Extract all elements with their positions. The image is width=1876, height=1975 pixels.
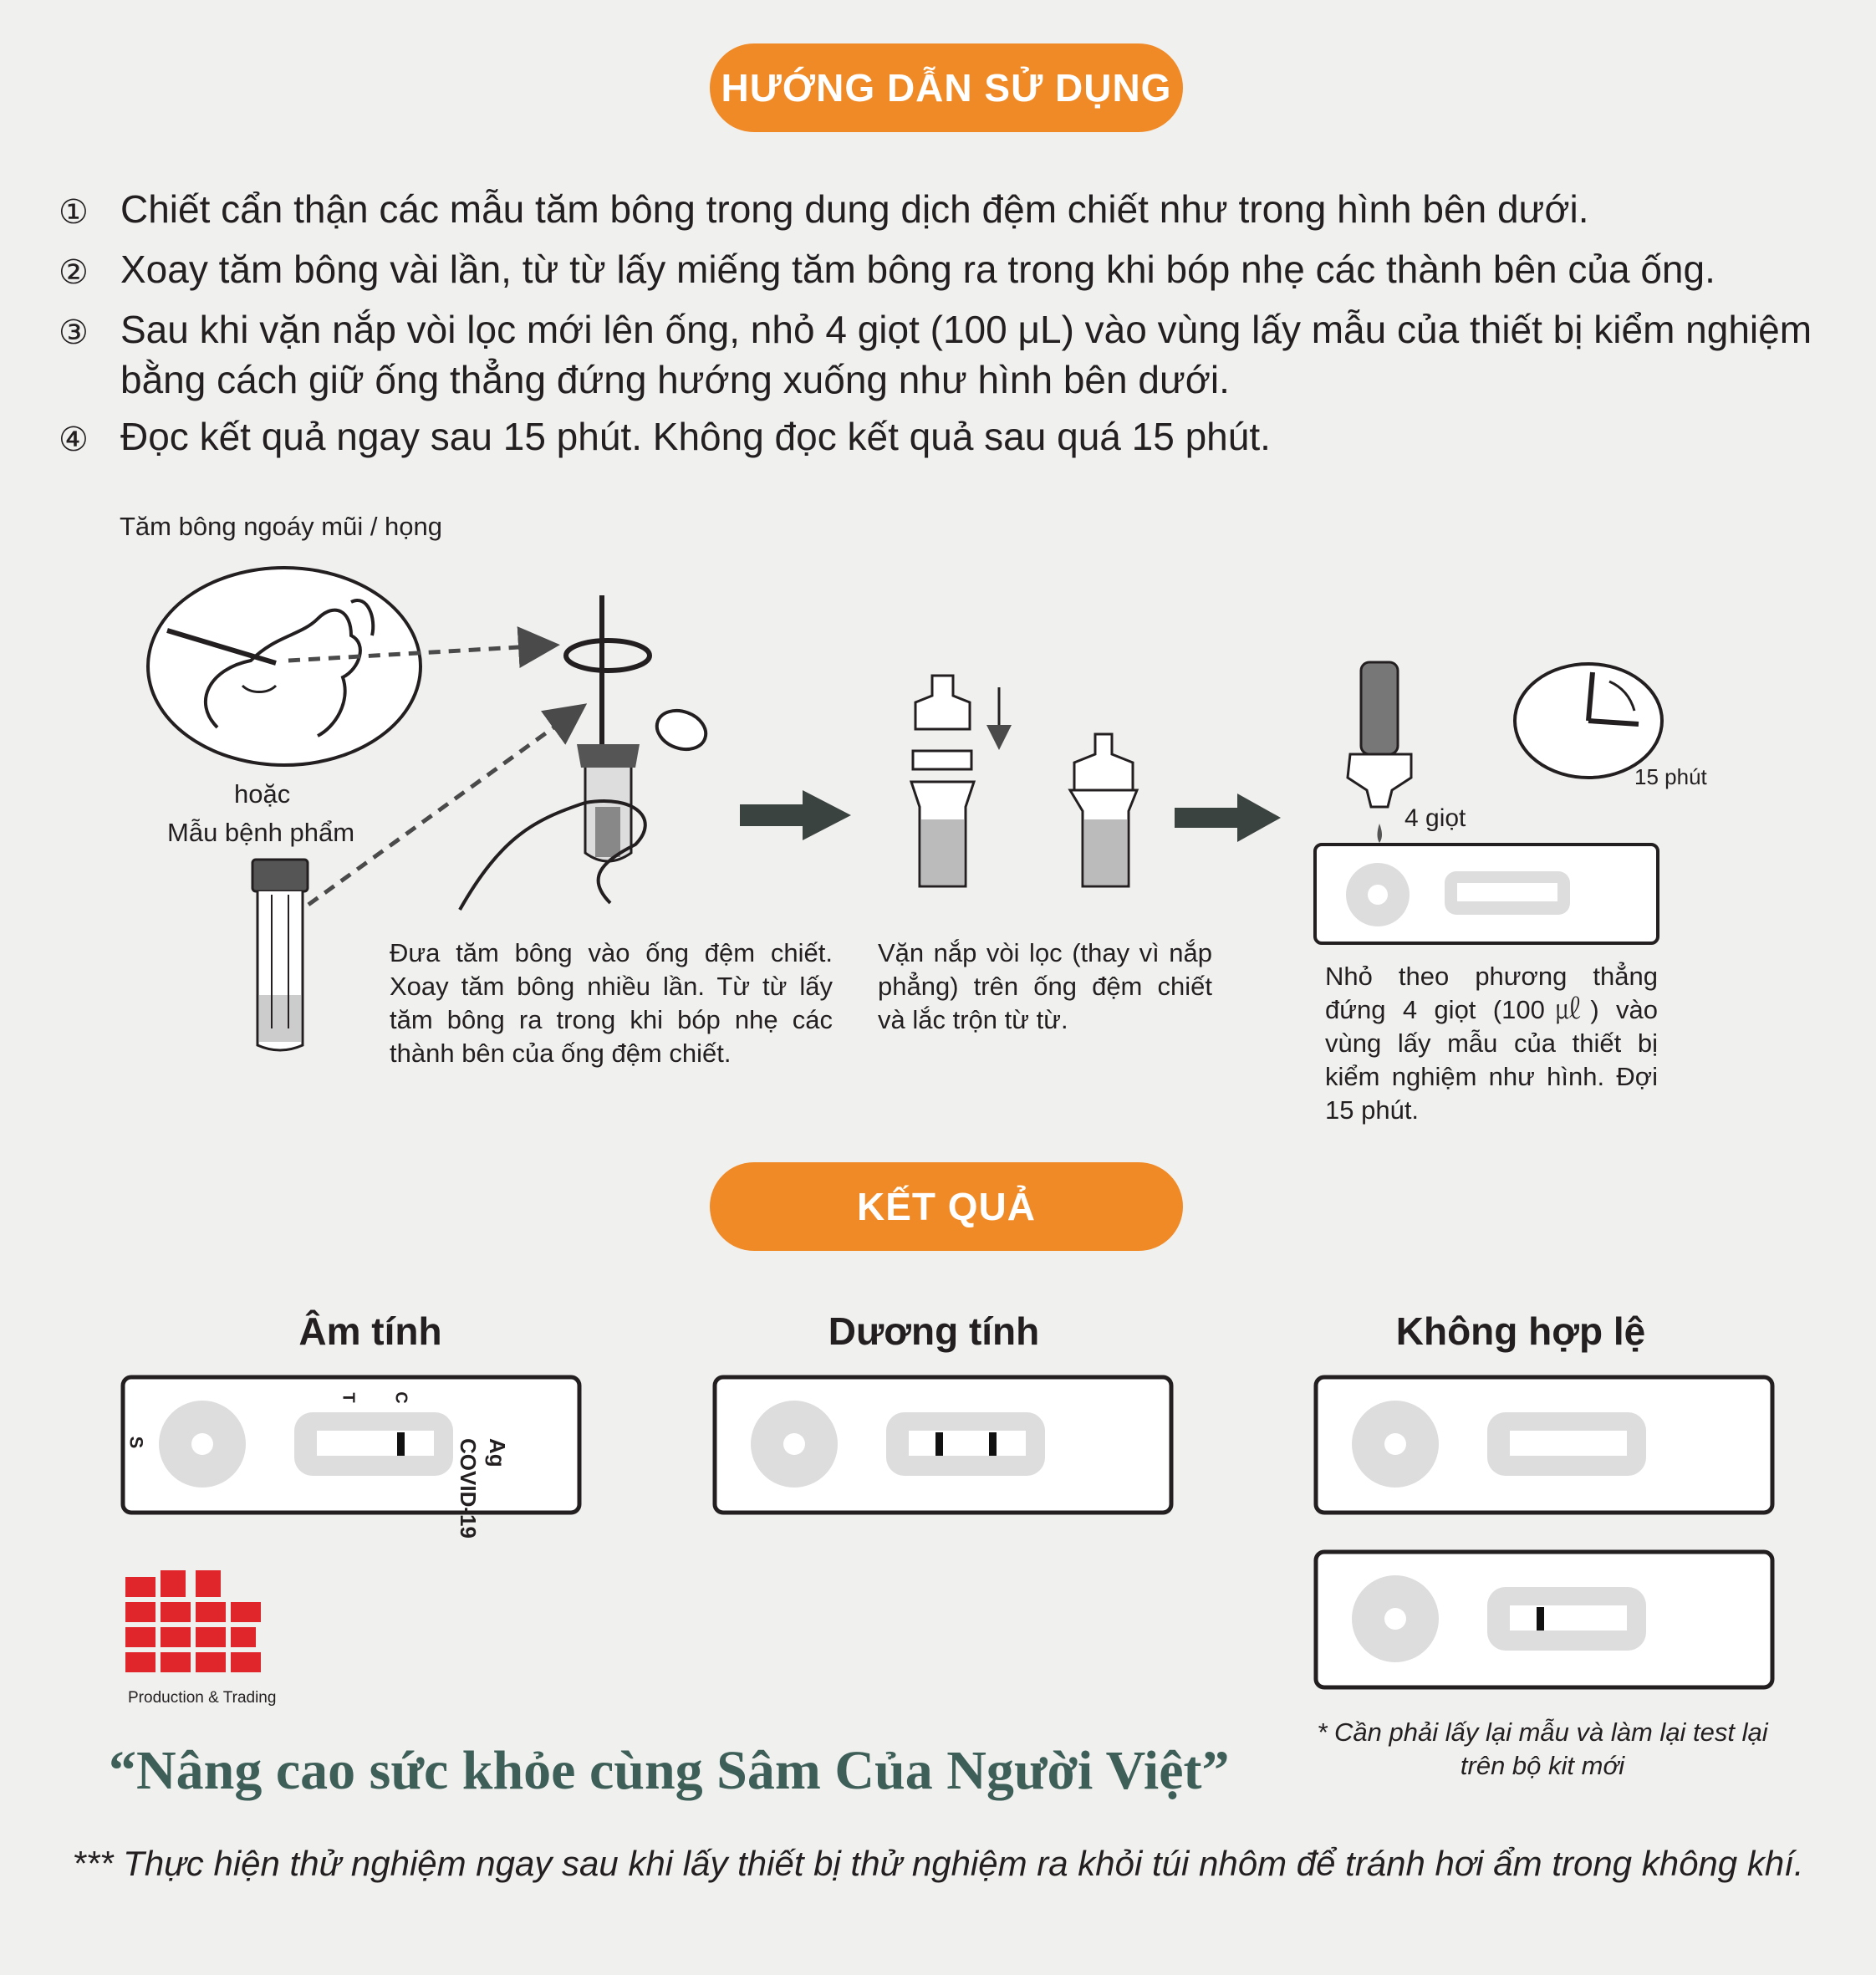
cassette-name: COVID-19	[456, 1438, 481, 1539]
caption-nozzle-cap: Vặn nắp vòi lọc (thay vì nắp phẳng) trên ống đệm chiết và lắc trộn từ từ.	[878, 938, 1212, 1034]
step-item	[59, 411, 1856, 465]
invalid-note: * Cần phải lấy lại mẫu và làm lại test lại trên bộ kit mới	[1317, 1717, 1768, 1780]
dropper-icon	[1348, 662, 1411, 843]
timer-label: 15 phút	[1634, 764, 1707, 789]
nozzle-tube-icon	[911, 676, 1137, 886]
invalid-cassette-no-lines	[1316, 1377, 1772, 1513]
positive-cassette	[715, 1377, 1171, 1513]
logo-tagline: Production & Trading	[128, 1689, 277, 1707]
step-item	[59, 304, 1856, 405]
drops-label: 4 giọt	[1404, 804, 1466, 832]
caption-add-drops: Nhỏ theo phương thẳng đứng 4 giọt (100㎕) vào vùng lấy mẫu của thiết bị kiểm nghiệm như hình. Đợi 15 phút.	[1325, 962, 1658, 1125]
step-number: ③	[59, 314, 89, 352]
arrow-right-icon	[1175, 794, 1281, 842]
step-item	[59, 184, 1856, 237]
sample-well-label: S	[125, 1436, 147, 1449]
arrow-right-icon	[740, 790, 851, 840]
caption-insert-swab: Đưa tăm bông vào ống đệm chiết. Xoay tăm bông nhiều lần. Từ từ lấy tăm bông ra trong khi bóp nhẹ các thành bên của ống đệm chiết.	[390, 938, 833, 1068]
step-text: Xoay tăm bông vài lần, từ từ lấy miếng tăm bông ra trong khi bóp nhẹ các thành bên của ống.	[120, 248, 1715, 291]
specimen-label: Mẫu bệnh phẩm	[167, 818, 355, 847]
brand-slogan: “Nâng cao sức khỏe cùng Sâm Của Người Việt”	[109, 1740, 1230, 1801]
control-line-label: C	[391, 1391, 410, 1404]
step-number: ④	[59, 421, 89, 459]
extraction-tube-icon	[460, 595, 711, 910]
specimen-tube-icon	[252, 860, 308, 1050]
instructions-title: HƯỚNG DẪN SỬ DỤNG	[710, 43, 1183, 132]
invalid-title: Không hợp lệ	[1395, 1309, 1646, 1353]
step-item	[59, 244, 1856, 298]
test-cassette-icon	[1315, 845, 1658, 943]
result-cassettes	[0, 1363, 1876, 1697]
step-text: Sau khi vặn nắp vòi lọc mới lên ống, nhỏ 4 giọt (100 μL) vào vùng lấy mẫu của thiết bị kiểm nghiệm bằng cách giữ ống thẳng đứng hướng xuống như hình bên dưới.	[120, 308, 1812, 401]
step-text: Chiết cẩn thận các mẫu tăm bông trong dung dịch đệm chiết như trong hình bên dưới.	[120, 187, 1589, 231]
step-number: ②	[59, 253, 89, 292]
cassette-name-ag: Ag	[485, 1438, 510, 1467]
swab-label: Tăm bông ngoáy mũi / họng	[120, 512, 443, 541]
clock-icon	[1515, 664, 1662, 778]
step-text: Đọc kết quả ngay sau 15 phút. Không đọc kết quả sau quá 15 phút.	[120, 415, 1271, 458]
invalid-cassette-t-only	[1316, 1552, 1772, 1687]
steps-list	[59, 184, 1856, 472]
test-line-label: T	[339, 1392, 358, 1403]
negative-title: Âm tính	[298, 1309, 442, 1353]
footer-note: *** Thực hiện thử nghiệm ngay sau khi lấy thiết bị thử nghiệm ra khỏi túi nhôm để tránh hơi ẩm trong không khí.	[72, 1844, 1804, 1883]
step-number: ①	[59, 193, 89, 232]
or-label: hoặc	[234, 779, 291, 809]
results-title: KẾT QUẢ	[710, 1162, 1183, 1251]
head-swab-icon	[148, 568, 421, 765]
company-logo-icon	[125, 1570, 263, 1679]
positive-title: Dương tính	[828, 1309, 1040, 1353]
